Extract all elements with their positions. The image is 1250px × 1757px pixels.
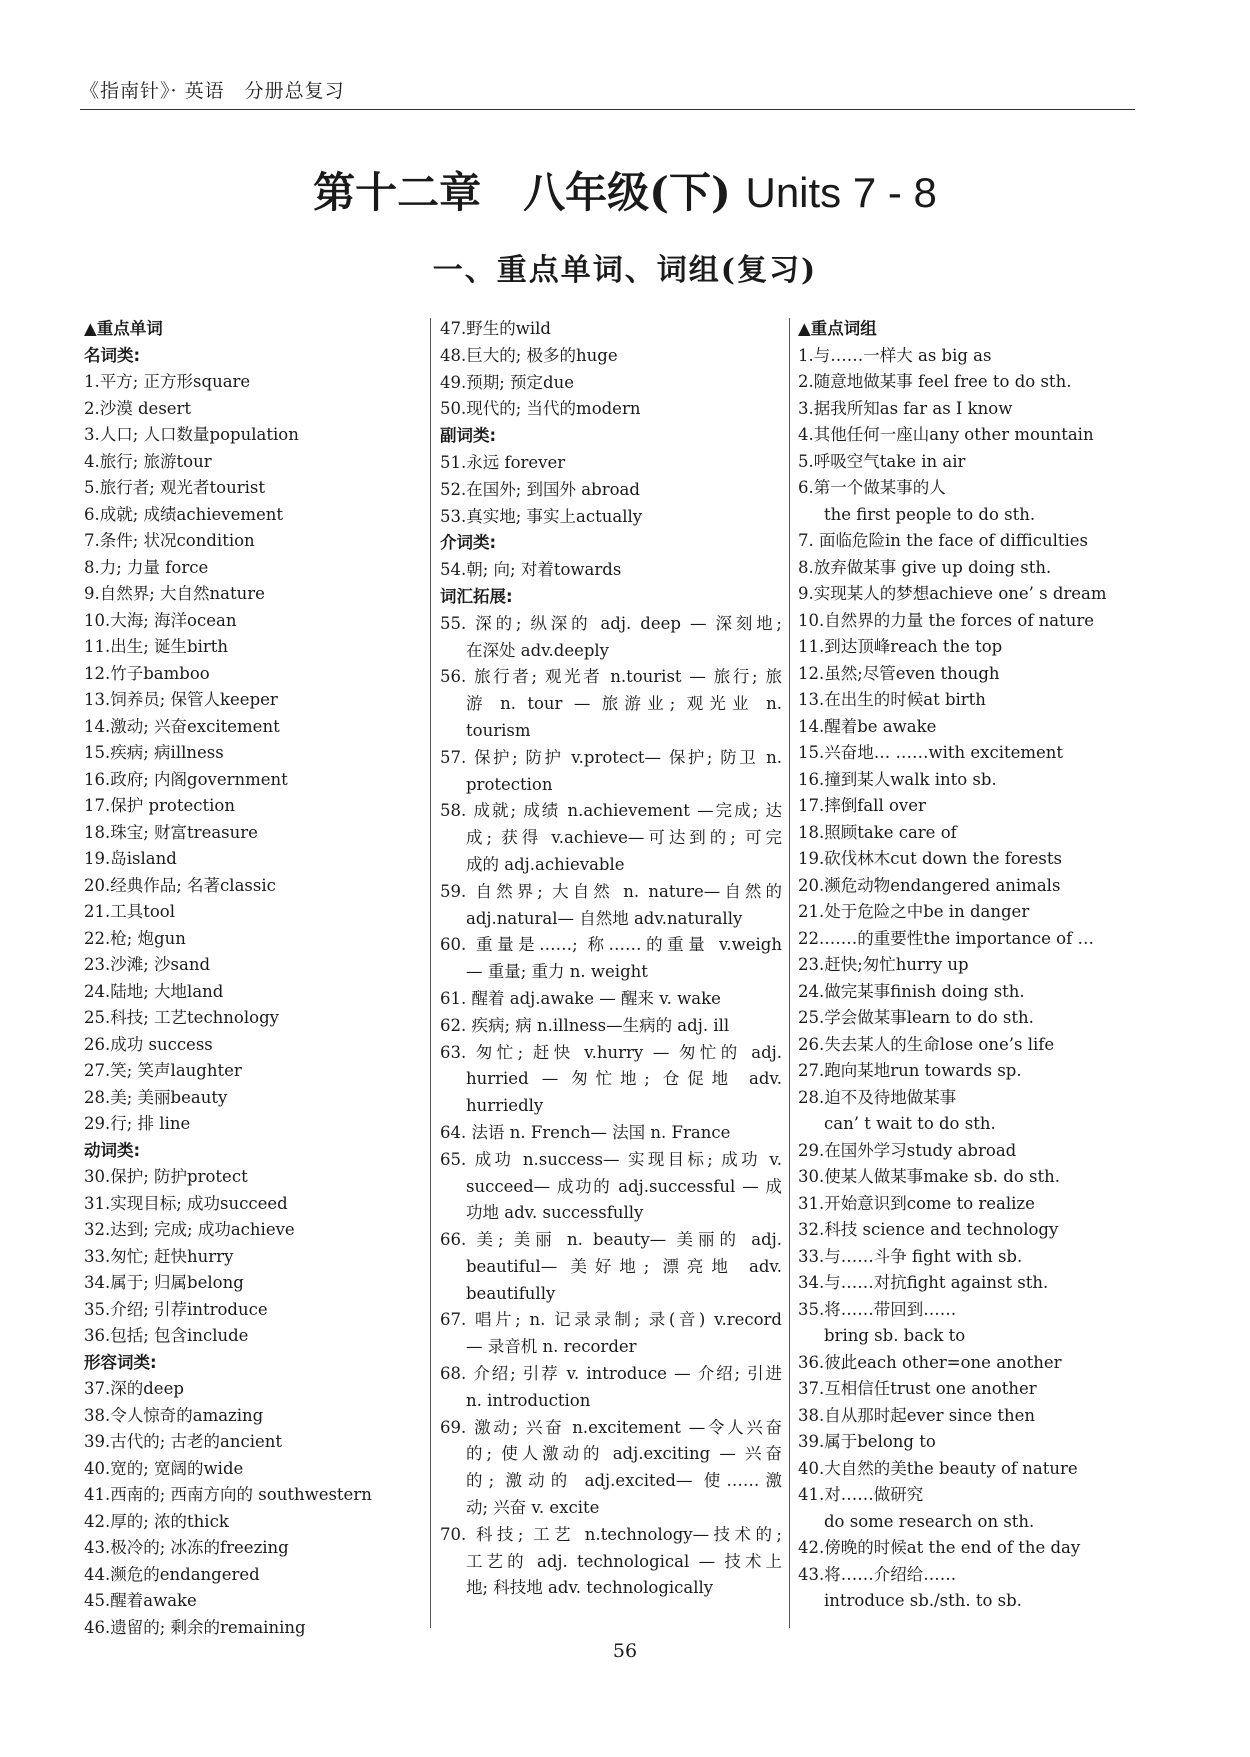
list-item: 14.醒着be awake [798, 716, 937, 736]
list-item: 56. 旅行者; 观光者 n.tourist — 旅行; 旅 [440, 667, 782, 687]
list-item: 62. 疾病; 病 n.illness—生病的 adj. ill [440, 1015, 730, 1035]
list-item: 40.宽的; 宽阔的wide [84, 1458, 244, 1478]
list-item: 63. 匆忙; 赶快 v.hurry — 匆忙的 adj. [440, 1042, 782, 1062]
list-item: 33.与……斗争 fight with sb. [798, 1246, 1023, 1266]
list-item: 34.与……对抗fight against sth. [798, 1273, 1049, 1292]
list-item: 工艺的 adj. technological — 技术上 [466, 1551, 782, 1571]
list-item: — 录音机 n. recorder [466, 1337, 637, 1357]
list-item: 58. 成就; 成绩 n.achievement —完成; 达 [440, 801, 782, 821]
list-item: 60. 重量是……; 称……的重量 v.weigh [440, 935, 782, 955]
list-item: 41.对……做研究 [798, 1485, 924, 1504]
list-item: 17.摔倒fall over [798, 796, 926, 815]
list-item: 4.其他任何一座山any other mountain [798, 425, 1094, 444]
list-item: can’ t wait to do sth. [824, 1114, 996, 1133]
list-item: 的; 使人激动的 adj.exciting — 兴奋 [466, 1444, 782, 1464]
list-item: 37.深的deep [84, 1379, 184, 1398]
list-item: 53.真实地; 事实上actually [440, 506, 643, 526]
list-item: adj.natural— 自然地 adv.naturally [466, 908, 743, 928]
list-item: 38.自从那时起ever since then [798, 1405, 1035, 1425]
list-item: 17.保护 protection [84, 796, 235, 815]
list-item: 11.出生; 诞生birth [84, 637, 229, 656]
list-item: 18.照顾take care of [798, 822, 957, 842]
column-key-words [84, 316, 424, 1641]
list-item: 21.处于危险之中be in danger [798, 902, 1030, 921]
list-item: 31.实现目标; 成功succeed [84, 1193, 288, 1213]
page-number: 56 [612, 1640, 638, 1662]
list-item: 50.现代的; 当代的modern [440, 399, 641, 419]
running-header: 《指南针》· 英语 分册总复习 [80, 80, 345, 102]
list-item: 26.失去某人的生命lose one’s life [798, 1034, 1055, 1054]
chapter-title-en: Units 7 - 8 [745, 169, 937, 216]
list-item: 10.自然界的力量 the forces of nature [798, 610, 1095, 630]
list-item: 66. 美; 美丽 n. beauty— 美丽的 adj. [440, 1230, 782, 1250]
list-item: beautiful— 美好地; 漂亮地 adv. [466, 1256, 782, 1276]
list-item: 24.做完某事finish doing sth. [798, 981, 1025, 1001]
list-item: 3.据我所知as far as I know [798, 398, 1013, 418]
list-item: 7. 面临危险in the face of difficulties [798, 531, 1089, 550]
list-item: 25.科技; 工艺technology [84, 1008, 279, 1027]
list-item: 31.开始意识到come to realize [798, 1193, 1035, 1213]
list-item: beautifully [466, 1283, 556, 1303]
list-item: succeed— 成功的 adj.successful — 成 [466, 1176, 782, 1196]
list-item: 5.呼吸空气take in air [798, 451, 966, 471]
list-item: 32.达到; 完成; 成功achieve [84, 1220, 295, 1239]
list-item: 41.西南的; 西南方向的 southwestern [84, 1485, 372, 1504]
list-item: 69. 激动; 兴奋 n.excitement —令人兴奋 [440, 1417, 782, 1437]
list-item: bring sb. back to [824, 1326, 966, 1345]
list-item: 22.……的重要性the importance of … [798, 928, 1094, 948]
list-item: 1.与……一样大 as big as [798, 345, 992, 365]
list-item: 14.激动; 兴奋excitement [84, 716, 280, 736]
list-item: 28.迫不及待地做某事 [798, 1087, 957, 1107]
list-item: 45.醒着awake [84, 1591, 197, 1610]
list-item: 15.兴奋地… ……with excitement [798, 743, 1064, 762]
list-item: 13.饲养员; 保管人keeper [84, 690, 278, 709]
column-divider [789, 318, 790, 1628]
list-item: 16.撞到某人walk into sb. [798, 769, 997, 789]
list-item: 成的 adj.achievable [466, 854, 625, 874]
section-title: 一、重点单词、词组(复习) [432, 253, 818, 288]
list-item: 23.沙滩; 沙sand [84, 955, 211, 974]
list-item: 13.在出生的时候at birth [798, 690, 986, 709]
chapter-title-cn: 第十二章 八年级(下) [313, 168, 731, 217]
list-item: 3.人口; 人口数量population [84, 425, 299, 444]
section-heading: 名词类: [84, 345, 141, 365]
list-item: 33.匆忙; 赶快hurry [84, 1246, 234, 1266]
list-item: 4.旅行; 旅游tour [84, 451, 212, 471]
section-heading: 形容词类: [84, 1352, 157, 1372]
list-item: 12.虽然;尽管even though [798, 663, 1000, 683]
list-item: 6.第一个做某事的人 [798, 478, 946, 497]
list-item: 动; 兴奋 v. excite [466, 1498, 600, 1518]
list-item: 36.包括; 包含include [84, 1326, 249, 1345]
list-item: 25.学会做某事learn to do sth. [798, 1008, 1034, 1027]
list-item: 9.实现某人的梦想achieve one’ s dream [798, 584, 1107, 603]
list-item: the first people to do sth. [824, 504, 1036, 524]
list-item: 57. 保护; 防护 v.protect— 保护; 防卫 n. [440, 747, 782, 767]
list-item: 20.濒危动物endangered animals [798, 875, 1061, 895]
list-item: 30.使某人做某事make sb. do sth. [798, 1167, 1060, 1186]
section-heading: ▲重点词组 [798, 319, 877, 338]
list-item: 的; 激动的 adj.excited— 使……激 [466, 1471, 782, 1491]
list-item: 21.工具tool [84, 902, 176, 921]
list-item: 55. 深的; 纵深的 adj. deep — 深刻地; [440, 613, 782, 633]
list-item: 在深处 adv.deeply [466, 640, 610, 660]
list-item: 47.野生的wild [440, 319, 551, 338]
list-item: 52.在国外; 到国外 abroad [440, 479, 640, 499]
list-item: 42.傍晚的时候at the end of the day [798, 1538, 1081, 1557]
list-item: 51.永远 forever [440, 452, 566, 472]
list-item: 48.巨大的; 极多的huge [440, 345, 618, 365]
list-item: 地; 科技地 adv. technologically [466, 1578, 714, 1598]
list-item: 44.濒危的endangered [84, 1564, 260, 1584]
list-item: protection [466, 774, 553, 794]
list-item: 22.枪; 炮gun [84, 928, 186, 948]
list-item: 18.珠宝; 财富treasure [84, 822, 258, 842]
list-item: 9.自然界; 大自然nature [84, 584, 265, 603]
header-divider [80, 109, 1135, 110]
list-item: 19.砍伐林木cut down the forests [798, 849, 1062, 868]
list-item: 8.力; 力量 force [84, 557, 209, 577]
chapter-title [0, 160, 1250, 220]
list-item: — 重量; 重力 n. weight [466, 962, 648, 982]
list-item: 7.条件; 状况condition [84, 531, 255, 550]
list-item: 64. 法语 n. French— 法国 n. France [440, 1122, 731, 1142]
list-item: 游 n. tour — 旅游业; 观光业 n. [466, 694, 782, 714]
list-item: 37.互相信任trust one another [798, 1379, 1037, 1398]
list-item: 19.岛island [84, 849, 177, 868]
list-item: 38.令人惊奇的amazing [84, 1405, 264, 1425]
list-item: 12.竹子bamboo [84, 663, 210, 683]
list-item: 34.属于; 归属belong [84, 1273, 244, 1292]
list-item: 42.厚的; 浓的thick [84, 1511, 229, 1531]
list-item: 5.旅行者; 观光者tourist [84, 478, 266, 497]
section-heading: 词汇拓展: [440, 586, 513, 606]
list-item: 24.陆地; 大地land [84, 981, 224, 1001]
list-item: 39.属于belong to [798, 1432, 936, 1451]
list-item: 16.政府; 内阁government [84, 769, 288, 789]
list-item: 36.彼此each other=one another [798, 1352, 1062, 1372]
list-item: 68. 介绍; 引荐 v. introduce — 介绍; 引进 [440, 1364, 782, 1384]
list-item: 11.到达顶峰reach the top [798, 637, 1003, 656]
list-item: 2.沙漠 desert [84, 398, 192, 418]
list-item: tourism [466, 720, 531, 740]
list-item: 43.极冷的; 冰冻的freezing [84, 1538, 289, 1557]
list-item: introduce sb./sth. to sb. [824, 1591, 1022, 1610]
list-item: 39.古代的; 古老的ancient [84, 1432, 283, 1451]
list-item: 30.保护; 防护protect [84, 1167, 248, 1186]
list-item: hurriedly [466, 1096, 544, 1116]
list-item: 2.随意地做某事 feel free to do sth. [798, 372, 1072, 391]
list-item: 1.平方; 正方形square [84, 372, 251, 391]
list-item: 32.科技 science and technology [798, 1220, 1059, 1239]
list-item: 8.放弃做某事 give up doing sth. [798, 557, 1052, 577]
list-item: hurried — 匆忙地; 仓促地 adv. [466, 1069, 782, 1089]
list-item: 35.将……带回到…… [798, 1299, 957, 1319]
section-heading: ▲重点单词 [84, 319, 163, 338]
section-heading: 动词类: [84, 1140, 141, 1160]
list-item: 成; 获得 v.achieve—可达到的; 可完 [466, 828, 782, 848]
list-item: 23.赶快;匆忙hurry up [798, 955, 969, 974]
list-item: 15.疾病; 病illness [84, 743, 224, 762]
list-item: 49.预期; 预定due [440, 372, 574, 392]
column-key-phrases [798, 316, 1138, 1615]
list-item: do some research on sth. [824, 1511, 1035, 1531]
list-item: 67. 唱片; n. 记录录制; 录(音) v.record [440, 1310, 782, 1330]
list-item: 70. 科技; 工艺 n.technology—技术的; [440, 1524, 782, 1544]
list-item: 26.成功 success [84, 1034, 213, 1054]
list-item: 35.介绍; 引荐introduce [84, 1299, 268, 1319]
list-item: 59. 自然界; 大自然 n. nature—自然的 [440, 881, 782, 901]
list-item: 20.经典作品; 名著classic [84, 875, 276, 895]
list-item: 29.在国外学习study abroad [798, 1140, 1017, 1160]
list-item: 28.美; 美丽beauty [84, 1087, 228, 1107]
list-item: 10.大海; 海洋ocean [84, 610, 237, 630]
list-item: 6.成就; 成绩achievement [84, 504, 284, 524]
section-heading: 介词类: [440, 533, 497, 553]
section-heading: 副词类: [440, 426, 497, 446]
list-item: 65. 成功 n.success— 实现目标; 成功 v. [440, 1149, 782, 1169]
list-item: 27.跑向某地run towards sp. [798, 1061, 1022, 1080]
list-item: 29.行; 排 line [84, 1114, 191, 1133]
list-item: n. introduction [466, 1390, 591, 1410]
column-divider [430, 318, 431, 1628]
list-item: 43.将……介绍给…… [798, 1564, 957, 1584]
list-item: 46.遗留的; 剩余的remaining [84, 1617, 306, 1637]
list-item: 功地 adv. successfully [466, 1203, 644, 1223]
list-item: 54.朝; 向; 对着towards [440, 560, 622, 580]
list-item: 40.大自然的美the beauty of nature [798, 1458, 1078, 1478]
column-word-expansion [440, 316, 782, 1602]
list-item: 27.笑; 笑声laughter [84, 1061, 242, 1080]
list-item: 61. 醒着 adj.awake — 醒来 v. wake [440, 988, 721, 1008]
